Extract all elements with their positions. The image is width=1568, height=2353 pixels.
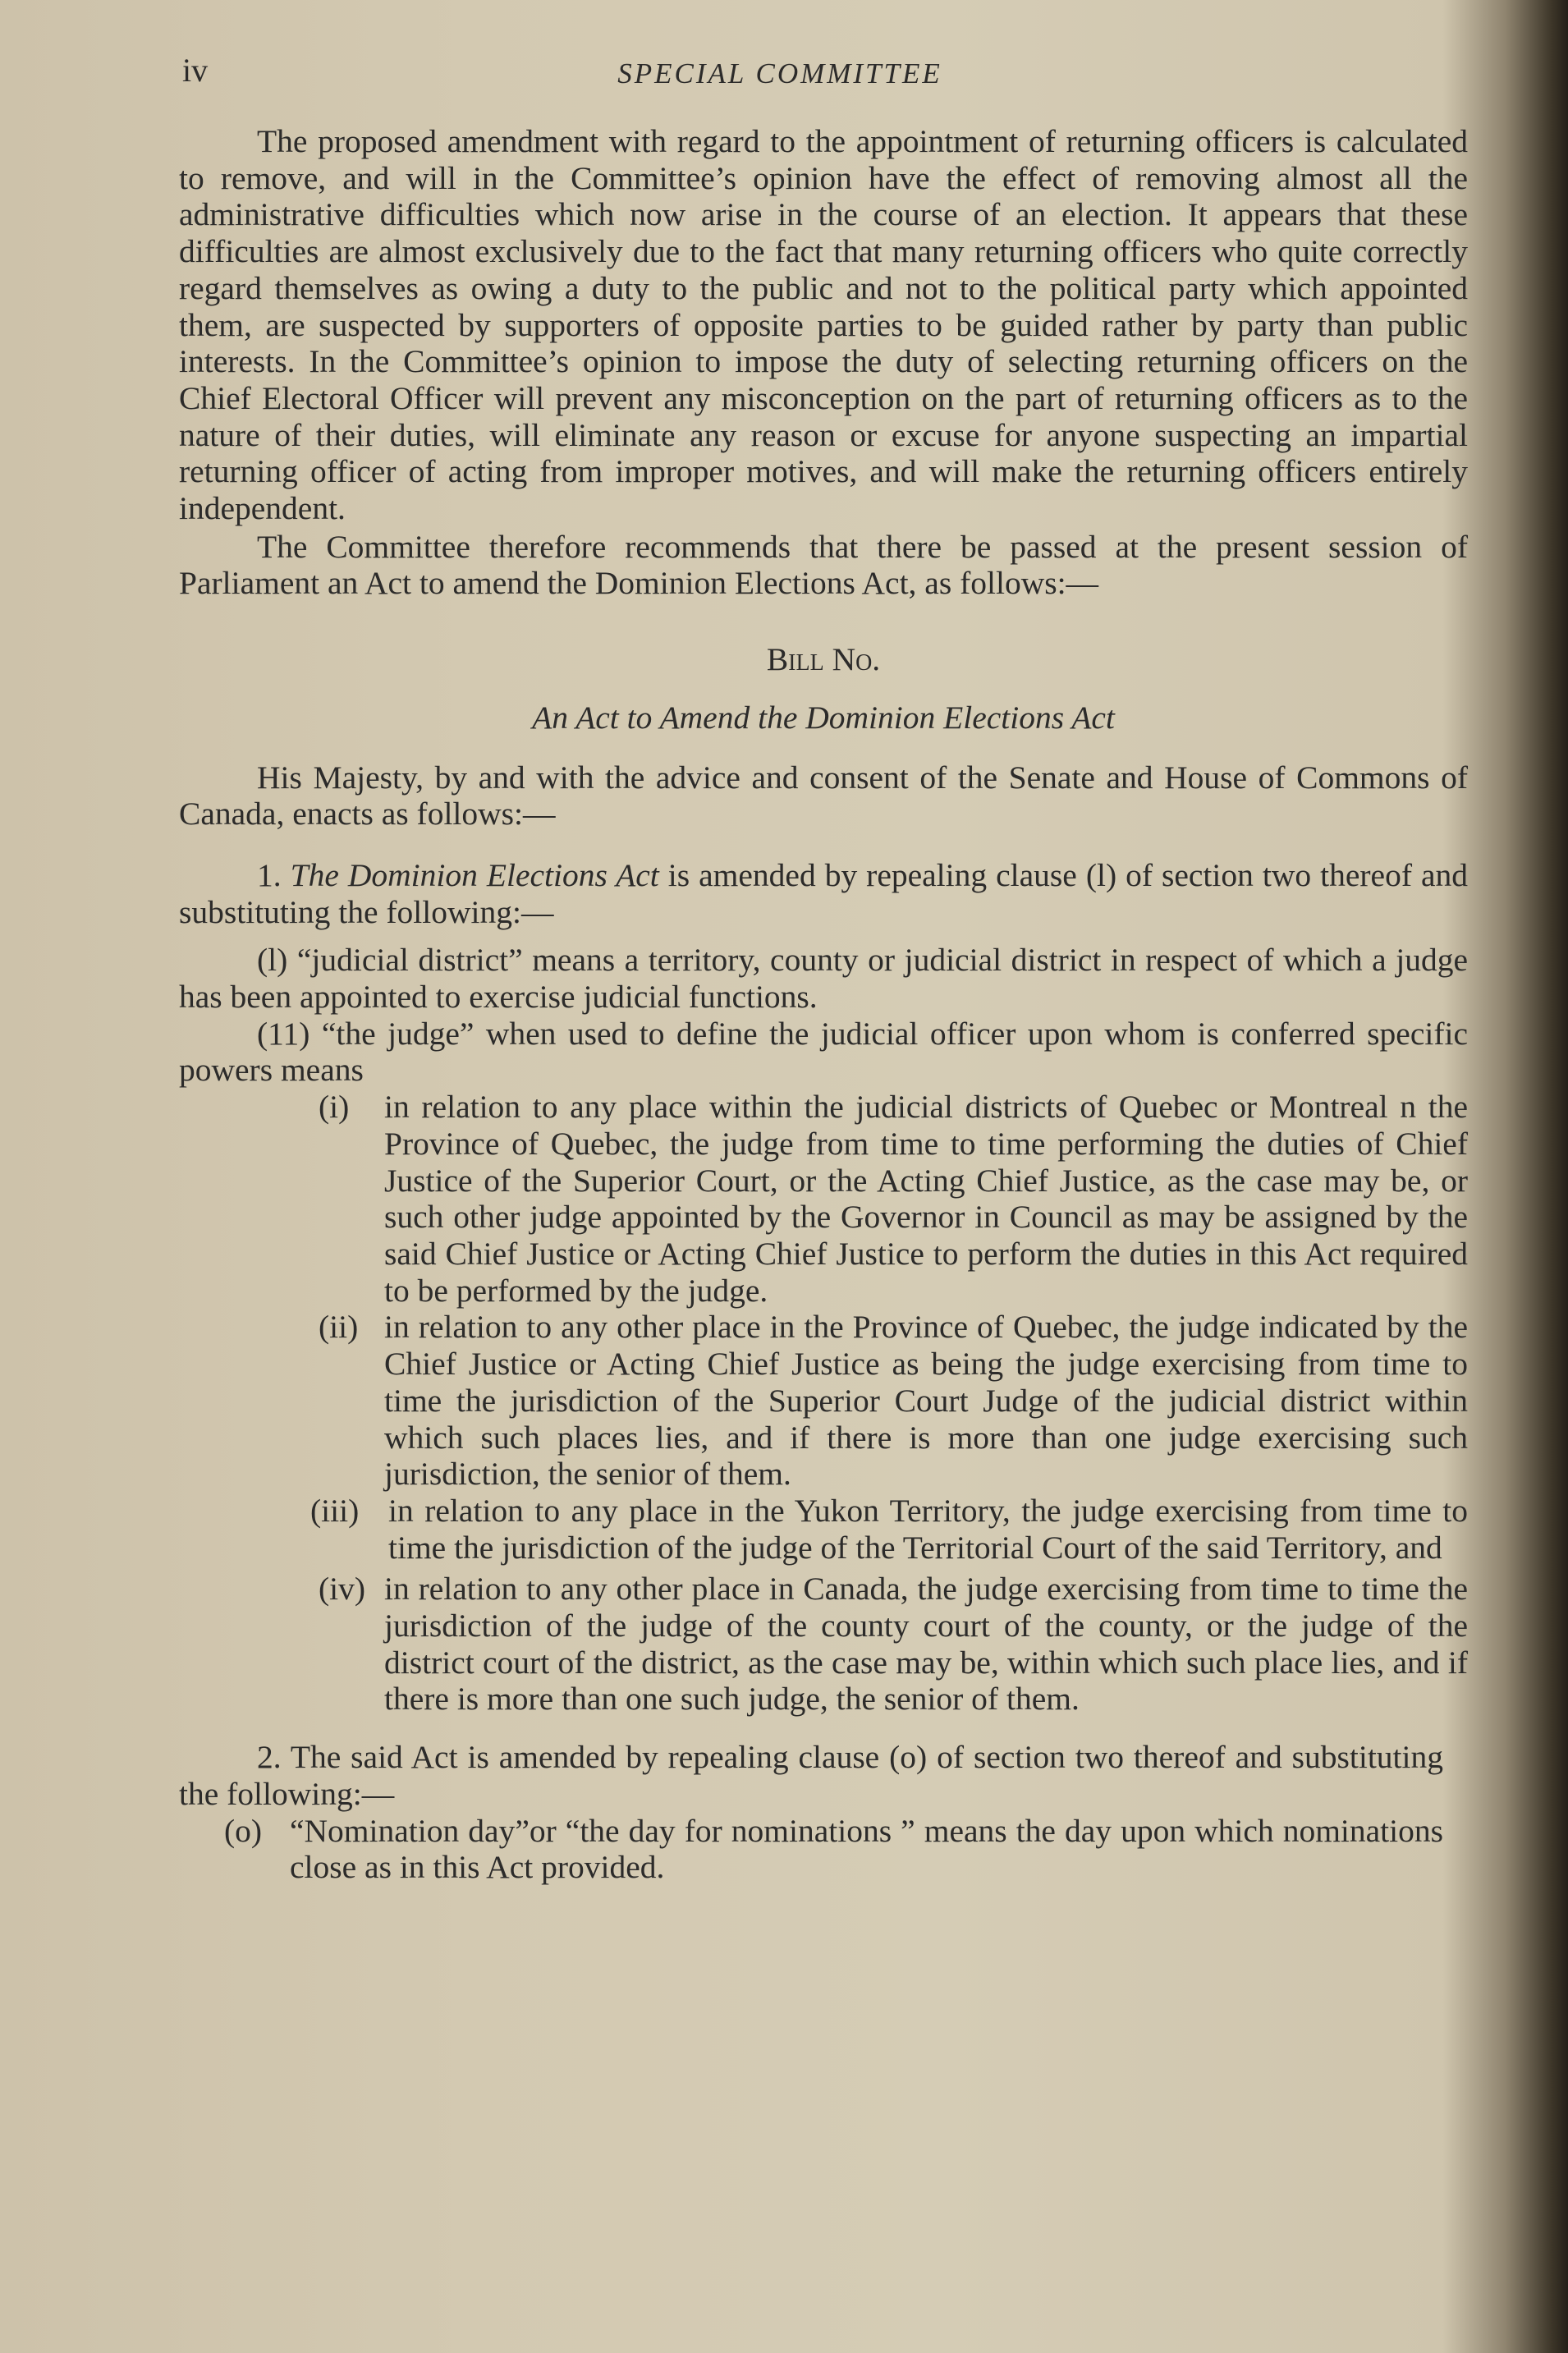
enacting-clause: His Majesty, by and with the advice and consent of the Senate and House of Commons of Canada, enacts as follows:— xyxy=(179,759,1468,832)
section-1-text: is amended by repealing clause (l) of section two thereof and substituting the following:— xyxy=(179,856,1468,930)
page-binding-edge xyxy=(1535,0,1568,2353)
clause-11: (11) “the judge” when used to define the judicial officer upon whom is conferred specific powers means xyxy=(179,1015,1468,1089)
page-body xyxy=(179,123,1468,1886)
intro-paragraph-1: The proposed amendment with regard to the appointment of returning officers is calculated to remove, and will in the Committee’s opinion have the effect of removing almost all the administrative difficulties which now arise in the course of an election. It appears that these difficulties are almost exclusively due to the fact that many returning officers who quite correctly regard themselves as owing a duty to the public and not to the political party which appointed them, are suspected by supporters of opposite parties to be guided rather by party than public interests. In the Committee’s opinion to impose the duty of selecting returning officers on the Chief Electoral Officer will prevent any misconception on the part of returning officers as to the nature of their duties, will eliminate any reason or excuse for anyone suspecting an impartial returning officer of acting from improper motives, and will make the returning officers entirely independent. xyxy=(179,123,1468,527)
section-2: 2. The said Act is amended by repealing clause (o) of section two thereof and substituting the following:— xyxy=(179,1739,1443,1812)
section-1-act-name: The Dominion Elections Act xyxy=(290,856,659,893)
bill-heading: Bill No. xyxy=(766,641,881,678)
subclause-iii-number: (iii) xyxy=(310,1492,360,1529)
section-1-number: 1. xyxy=(257,856,282,893)
subclause-ii xyxy=(179,1309,1468,1493)
clause-l: (l) “judicial district” means a territory, county or judicial district in respect of which a judge has been appointed to exercise judicial functions. xyxy=(179,942,1468,1016)
subclause-iv-number: (iv) xyxy=(319,1571,366,1608)
page-number: iv xyxy=(182,52,209,89)
subclause-ii-number: (ii) xyxy=(319,1309,359,1346)
subclause-iv-text: in relation to any other place in Canada, the judge exercising from time to time the jurisdiction of the judge of the county court of the county, or the judge of the district court of the district, as the case may be, within which such place lies, and if there is more than one such judge, the senior of them. xyxy=(384,1571,1468,1718)
subclause-i xyxy=(179,1089,1468,1309)
subclause-iv xyxy=(179,1571,1468,1718)
subclause-ii-text: in relation to any other place in the Province of Quebec, the judge indicated by the Chief Justice or Acting Chief Justice as being the judge exercising from time to time the jurisdiction of the Superior Court Judge of the judicial district within which such places lies, and if there is more than one judge exercising such jurisdiction, the senior of them. xyxy=(384,1309,1468,1493)
clause-o xyxy=(163,1813,1443,1886)
subclause-i-number: (i) xyxy=(319,1089,350,1126)
subclause-iii-text: in relation to any place in the Yukon Territory, the judge exercising from time to time the jurisdiction of the judge of the Territorial Court of the said Territory, and xyxy=(388,1492,1468,1566)
clause-o-number: (o) xyxy=(224,1812,263,1849)
running-head: SPECIAL COMMITTEE xyxy=(617,57,942,89)
clause-o-text: “Nomination day”or “the day for nominations ” means the day upon which nominations close as in this Act provided. xyxy=(290,1812,1443,1886)
intro-paragraph-2: The Committee therefore recommends that there be passed at the present session of Parliament an Act to amend the Dominion Elections Act, as follows:— xyxy=(179,528,1468,602)
section-1 xyxy=(179,857,1468,930)
bill-title: An Act to Amend the Dominion Elections Act xyxy=(532,699,1115,736)
subclause-iii xyxy=(179,1493,1468,1566)
subclause-i-text: in relation to any place within the judicial districts of Quebec or Montreal n the Province of Quebec, the judge from time to time performing the duties of Chief Justice of the Superior Court, or the Acting Chief Justice, as the case may be, or such other judge appointed by the Governor in Council as may be assigned by the said Chief Justice or Acting Chief Justice to perform the duties in this Act required to be performed by the judge. xyxy=(384,1089,1468,1309)
